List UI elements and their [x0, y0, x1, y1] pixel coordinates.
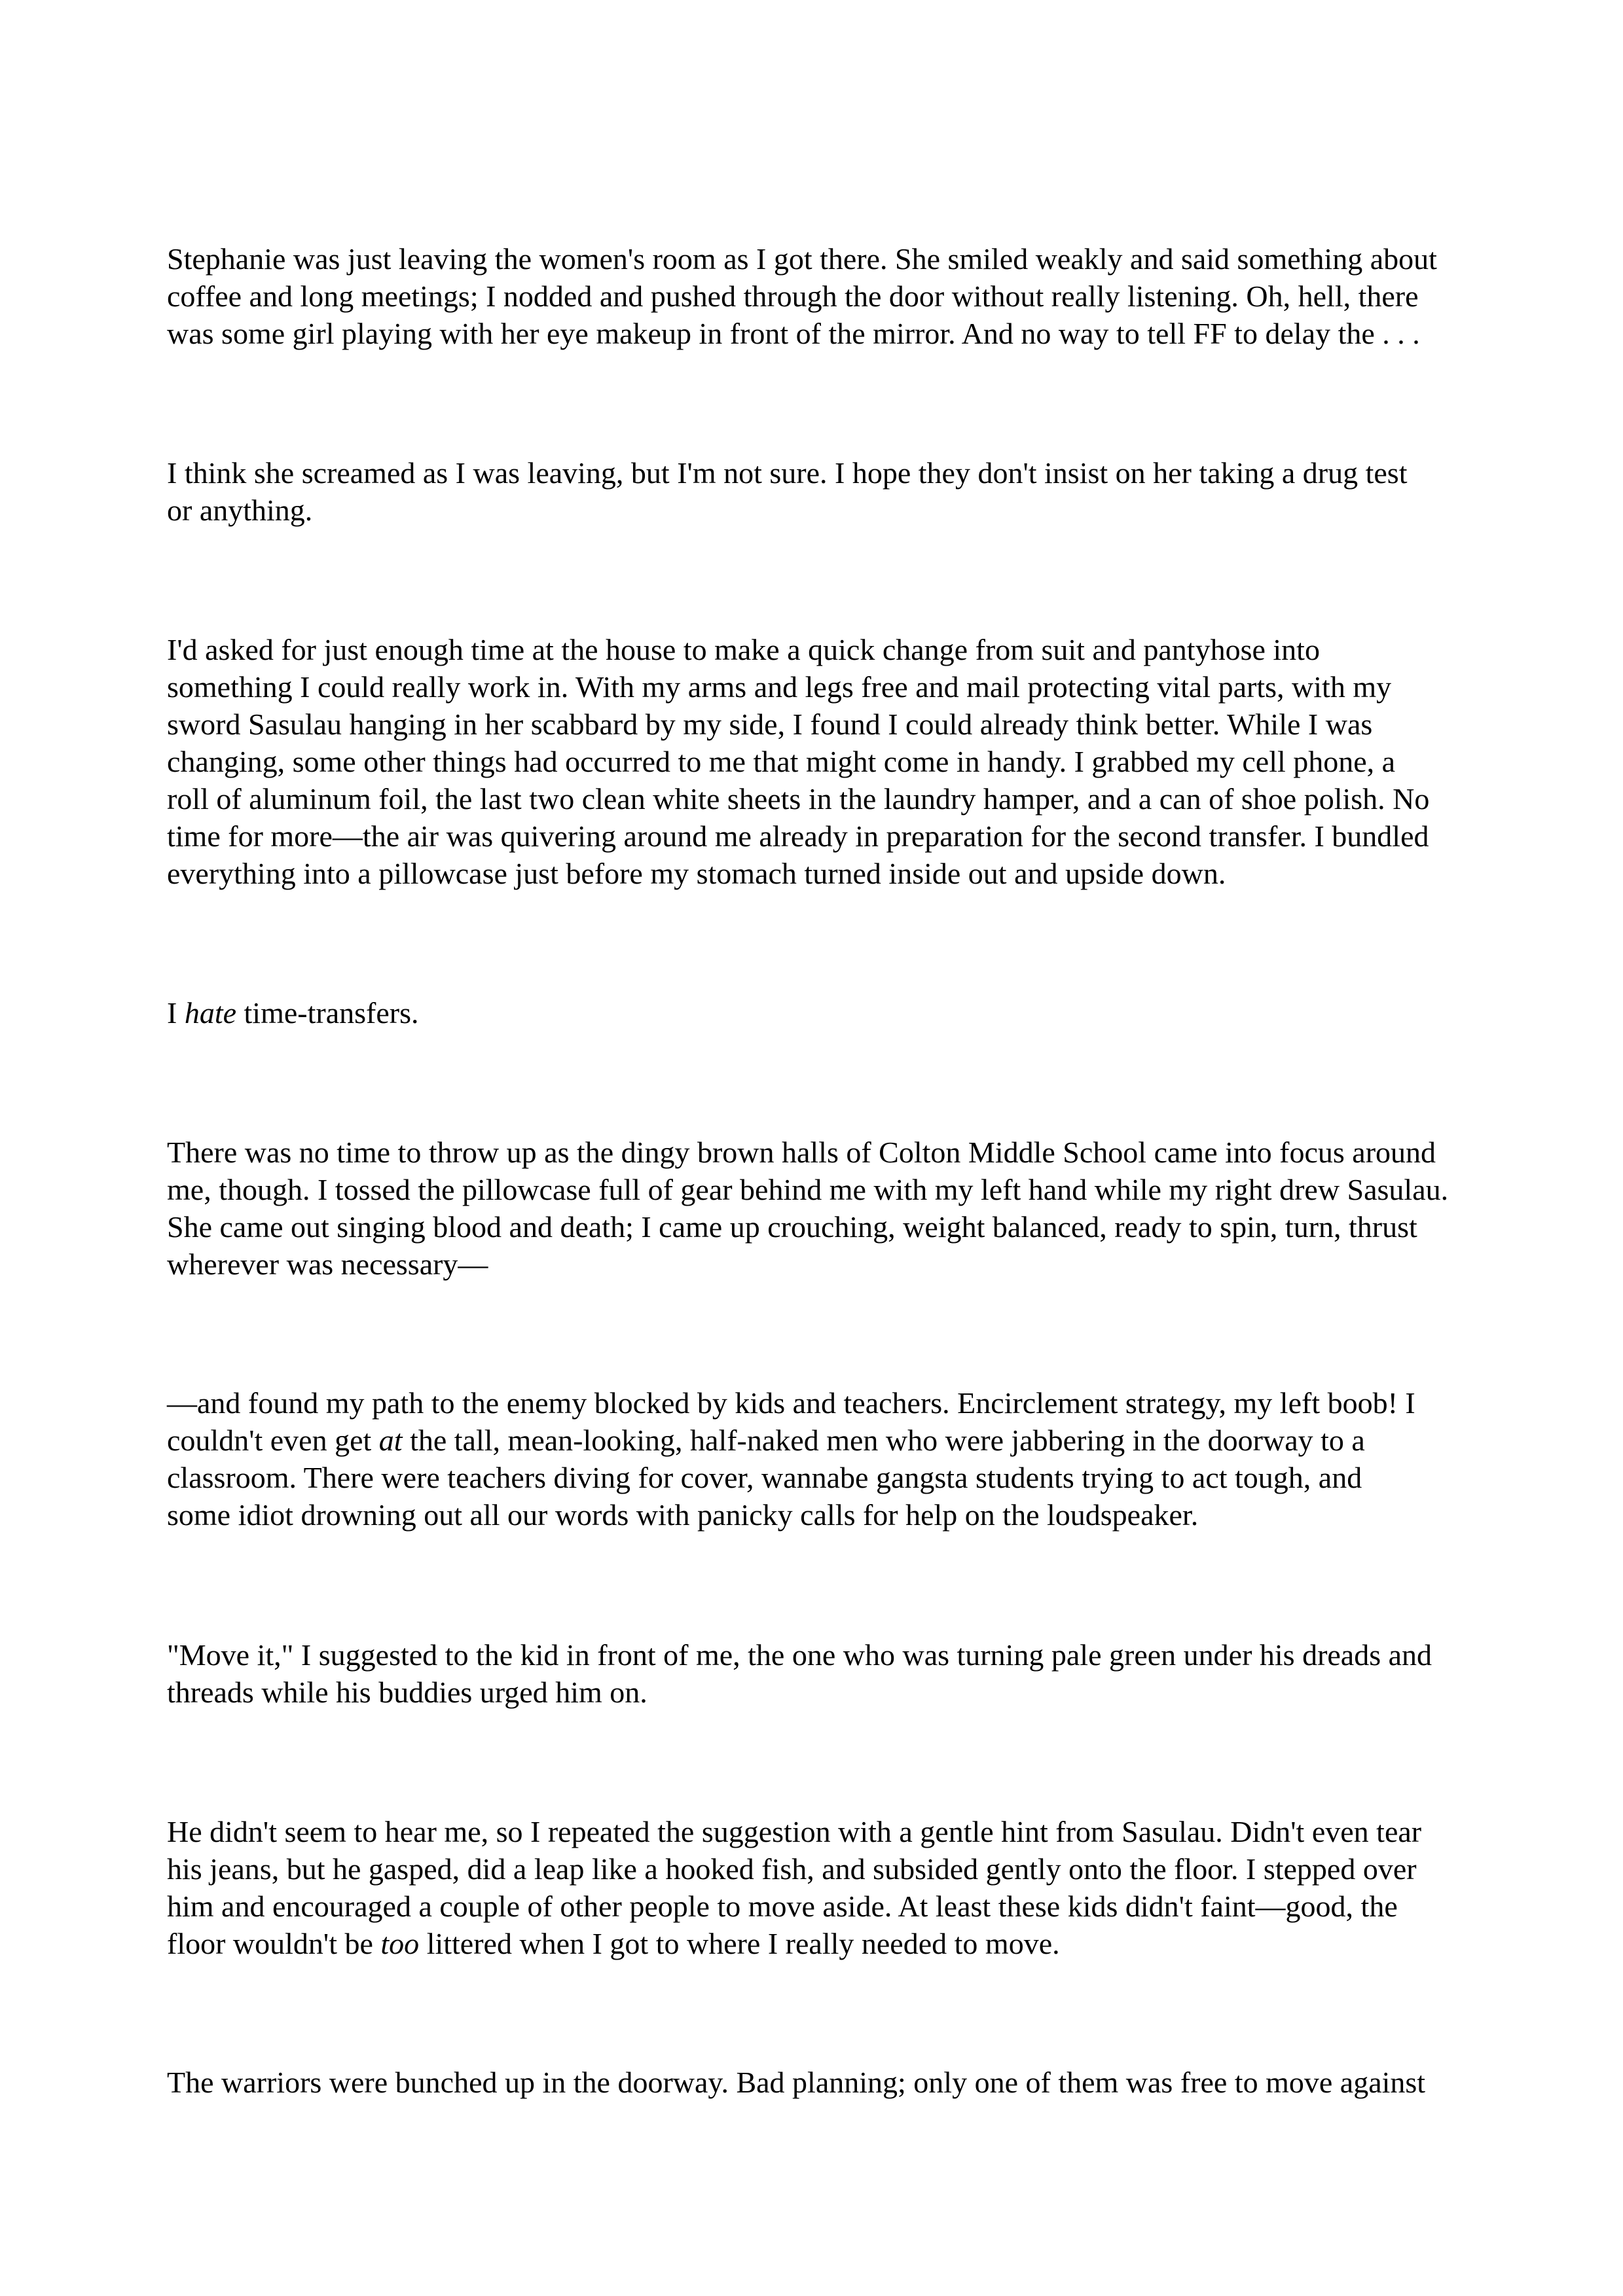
text-line: some idiot drowning out all our words with panicky calls for help on the loudspeaker.: [167, 1498, 1199, 1532]
text-line: There was no time to throw up as the dingy brown halls of Colton Middle School came into focus around: [167, 1136, 1436, 1169]
text-line: time for more—the air was quivering around me already in preparation for the second transfer. I bundled: [167, 819, 1429, 853]
text-line: wherever was necessary—: [167, 1247, 488, 1281]
text-run: time-transfers.: [236, 996, 419, 1030]
text-line: him and encouraged a couple of other people to move aside. At least these kids didn't faint—good, the: [167, 1890, 1398, 1923]
text-run: floor wouldn't be: [167, 1927, 381, 1960]
text-run: couldn't even get: [167, 1424, 379, 1457]
text-line: The warriors were bunched up in the doorway. Bad planning; only one of them was free to move against: [167, 2066, 1426, 2099]
paragraph-5: [167, 1134, 1476, 1283]
text-line: classroom. There were teachers diving for cover, wannabe gangsta students trying to act tough, and: [167, 1461, 1362, 1494]
text-run: the tall, mean-looking, half-naked men who were jabbering in the doorway to a: [402, 1424, 1365, 1457]
text-line: Stephanie was just leaving the women's room as I got there. She smiled weakly and said something about: [167, 242, 1437, 276]
text-line: I'd asked for just enough time at the house to make a quick change from suit and pantyhose into: [167, 633, 1320, 666]
paragraph-1: [167, 240, 1476, 352]
paragraph-9: [167, 2064, 1476, 2101]
text-line: everything into a pillowcase just before my stomach turned inside out and upside down.: [167, 857, 1226, 890]
text-line: I think she screamed as I was leaving, but I'm not sure. I hope they don't insist on her taking a drug test: [167, 456, 1408, 490]
paragraph-6: [167, 1384, 1476, 1534]
emphasis-text: at: [378, 1424, 403, 1457]
text-line: He didn't seem to hear me, so I repeated the suggestion with a gentle hint from Sasulau. Didn't even tear: [167, 1815, 1422, 1848]
text-line: roll of aluminum foil, the last two clean white sheets in the laundry hamper, and a can of shoe polish. No: [167, 782, 1430, 816]
text-line: his jeans, but he gasped, did a leap like a hooked fish, and subsided gently onto the floor. I stepped over: [167, 1852, 1417, 1886]
text-line: threads while his buddies urged him on.: [167, 1676, 647, 1709]
paragraph-7: [167, 1636, 1476, 1711]
text-line: [167, 994, 1476, 1031]
text-line: something I could really work in. With my arms and legs free and mail protecting vital parts, with my: [167, 670, 1392, 704]
text-run: littered when I got to where I really needed to move.: [419, 1927, 1060, 1960]
text-line: She came out singing blood and death; I came up crouching, weight balanced, ready to spin, turn, thrust: [167, 1210, 1417, 1244]
paragraph-3: [167, 631, 1476, 892]
text-line: changing, some other things had occurred to me that might come in handy. I grabbed my cell phone, a: [167, 745, 1396, 778]
text-line: or anything.: [167, 493, 313, 527]
text-line: was some girl playing with her eye makeup in front of the mirror. And no way to tell FF to delay the . . .: [167, 317, 1420, 350]
text-run: I: [167, 996, 185, 1030]
paragraph-4: [167, 994, 1476, 1031]
text-line: —and found my path to the enemy blocked by kids and teachers. Encirclement strategy, my left boob! I: [167, 1386, 1415, 1420]
text-line: [167, 1925, 1476, 1962]
text-line: coffee and long meetings; I nodded and pushed through the door without really listening. Oh, hell, there: [167, 279, 1419, 313]
text-line: "Move it," I suggested to the kid in front of me, the one who was turning pale green under his dreads and: [167, 1638, 1432, 1672]
text-line: sword Sasulau hanging in her scabbard by my side, I found I could already think better. While I was: [167, 708, 1373, 741]
text-line: [167, 1422, 1476, 1459]
text-line: me, though. I tossed the pillowcase full of gear behind me with my left hand while my right drew Sasulau.: [167, 1173, 1449, 1206]
paragraph-2: [167, 454, 1476, 529]
emphasis-text: hate: [184, 996, 237, 1030]
emphasis-text: too: [380, 1927, 420, 1960]
paragraph-8: [167, 1813, 1476, 1962]
